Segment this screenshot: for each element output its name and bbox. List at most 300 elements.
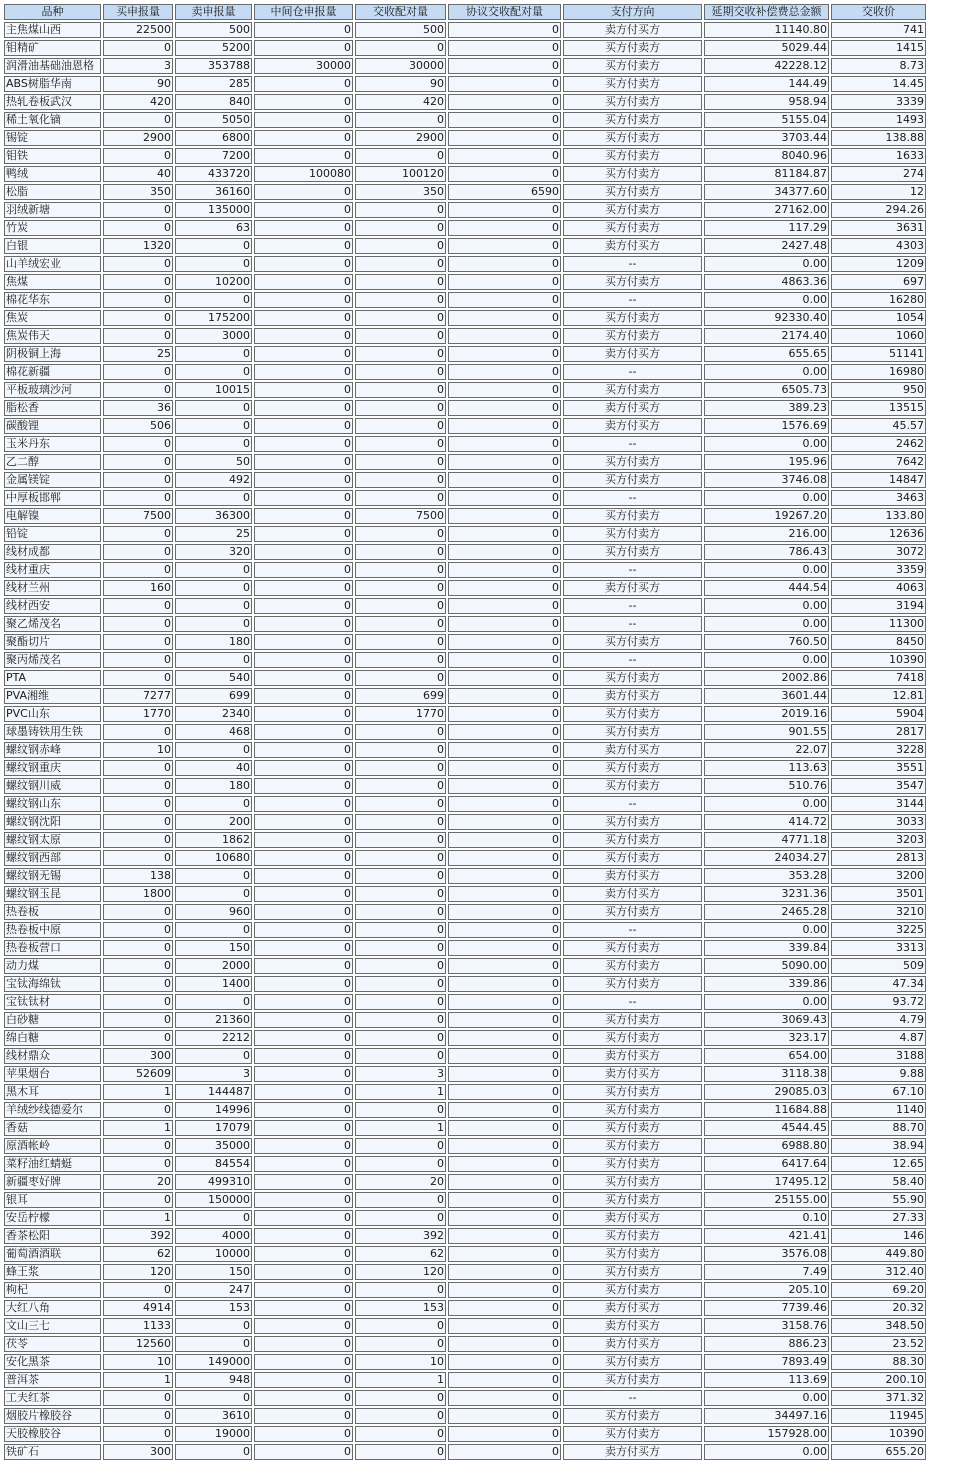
cell-matched-volume: 1	[355, 1084, 446, 1100]
table-row	[4, 40, 926, 56]
table-row	[4, 742, 926, 758]
cell-compensation-total: 27162.00	[704, 202, 829, 218]
cell-sell-declared: 0	[175, 796, 252, 812]
cell-intermediate-declared: 0	[254, 544, 353, 560]
cell-matched-volume: 1	[355, 1372, 446, 1388]
cell-agreement-matched: 0	[448, 1444, 561, 1460]
cell-matched-volume: 0	[355, 418, 446, 434]
cell-buy-declared: 52609	[103, 1066, 173, 1082]
cell-intermediate-declared: 0	[254, 472, 353, 488]
cell-settlement-price: 13515	[831, 400, 926, 416]
cell-sell-declared: 2000	[175, 958, 252, 974]
cell-matched-volume: 0	[355, 616, 446, 632]
cell-intermediate-declared: 0	[254, 868, 353, 884]
cell-agreement-matched: 0	[448, 1156, 561, 1172]
cell-sell-declared: 960	[175, 904, 252, 920]
cell-payment-direction: 买方付卖方	[563, 1012, 702, 1028]
cell-intermediate-declared: 0	[254, 76, 353, 92]
cell-variety: 工夫红茶	[4, 1390, 101, 1406]
cell-compensation-total: 0.10	[704, 1210, 829, 1226]
cell-matched-volume: 0	[355, 886, 446, 902]
cell-sell-declared: 36160	[175, 184, 252, 200]
cell-payment-direction: 买方付卖方	[563, 184, 702, 200]
cell-matched-volume: 153	[355, 1300, 446, 1316]
cell-intermediate-declared: 0	[254, 328, 353, 344]
cell-compensation-total: 0.00	[704, 598, 829, 614]
cell-agreement-matched: 0	[448, 1264, 561, 1280]
cell-matched-volume: 0	[355, 1138, 446, 1154]
cell-matched-volume: 62	[355, 1246, 446, 1262]
cell-buy-declared: 0	[103, 1156, 173, 1172]
cell-settlement-price: 4303	[831, 238, 926, 254]
cell-intermediate-declared: 0	[254, 1120, 353, 1136]
table-row	[4, 382, 926, 398]
cell-buy-declared: 0	[103, 1408, 173, 1424]
cell-payment-direction: --	[563, 1390, 702, 1406]
table-row	[4, 184, 926, 200]
cell-settlement-price: 14.45	[831, 76, 926, 92]
cell-variety: 葡萄酒酒联	[4, 1246, 101, 1262]
cell-buy-declared: 138	[103, 868, 173, 884]
cell-sell-declared: 0	[175, 562, 252, 578]
cell-variety: 主焦煤山西	[4, 22, 101, 38]
cell-sell-declared: 0	[175, 346, 252, 362]
cell-intermediate-declared: 0	[254, 1192, 353, 1208]
cell-agreement-matched: 0	[448, 310, 561, 326]
cell-variety: 螺纹钢太原	[4, 832, 101, 848]
cell-matched-volume: 0	[355, 1102, 446, 1118]
cell-sell-declared: 21360	[175, 1012, 252, 1028]
cell-variety: 白银	[4, 238, 101, 254]
table-row	[4, 1084, 926, 1100]
table-row	[4, 580, 926, 596]
cell-buy-declared: 300	[103, 1048, 173, 1064]
cell-intermediate-declared: 0	[254, 1048, 353, 1064]
cell-buy-declared: 0	[103, 544, 173, 560]
table-row	[4, 112, 926, 128]
cell-compensation-total: 0.00	[704, 994, 829, 1010]
cell-matched-volume: 0	[355, 724, 446, 740]
cell-buy-declared: 0	[103, 670, 173, 686]
cell-settlement-price: 27.33	[831, 1210, 926, 1226]
cell-compensation-total: 339.84	[704, 940, 829, 956]
cell-variety: 聚乙烯茂名	[4, 616, 101, 632]
cell-agreement-matched: 0	[448, 724, 561, 740]
cell-buy-declared: 0	[103, 832, 173, 848]
table-row	[4, 1048, 926, 1064]
cell-matched-volume: 0	[355, 940, 446, 956]
cell-settlement-price: 2817	[831, 724, 926, 740]
cell-variety: 铅锭	[4, 526, 101, 542]
cell-buy-declared: 160	[103, 580, 173, 596]
cell-settlement-price: 3144	[831, 796, 926, 812]
cell-sell-declared: 149000	[175, 1354, 252, 1370]
cell-payment-direction: 买方付卖方	[563, 706, 702, 722]
cell-settlement-price: 655.20	[831, 1444, 926, 1460]
cell-settlement-price: 371.32	[831, 1390, 926, 1406]
cell-intermediate-declared: 0	[254, 1264, 353, 1280]
cell-payment-direction: 买方付卖方	[563, 220, 702, 236]
cell-sell-declared: 0	[175, 418, 252, 434]
cell-matched-volume: 0	[355, 1336, 446, 1352]
cell-intermediate-declared: 0	[254, 400, 353, 416]
cell-variety: 螺纹钢川威	[4, 778, 101, 794]
cell-intermediate-declared: 0	[254, 310, 353, 326]
cell-settlement-price: 3203	[831, 832, 926, 848]
cell-settlement-price: 11945	[831, 1408, 926, 1424]
cell-matched-volume: 392	[355, 1228, 446, 1244]
table-row	[4, 1156, 926, 1172]
cell-variety: PTA	[4, 670, 101, 686]
cell-payment-direction: 买方付卖方	[563, 112, 702, 128]
cell-buy-declared: 62	[103, 1246, 173, 1262]
cell-payment-direction: 买方付卖方	[563, 310, 702, 326]
cell-buy-declared: 0	[103, 1192, 173, 1208]
cell-compensation-total: 3601.44	[704, 688, 829, 704]
cell-buy-declared: 0	[103, 112, 173, 128]
cell-variety: 线材重庆	[4, 562, 101, 578]
cell-agreement-matched: 0	[448, 400, 561, 416]
cell-matched-volume: 0	[355, 1156, 446, 1172]
cell-payment-direction: 买方付卖方	[563, 202, 702, 218]
cell-sell-declared: 2212	[175, 1030, 252, 1046]
cell-compensation-total: 17495.12	[704, 1174, 829, 1190]
cell-payment-direction: 买方付卖方	[563, 1246, 702, 1262]
cell-compensation-total: 3158.76	[704, 1318, 829, 1334]
cell-payment-direction: 买方付卖方	[563, 1138, 702, 1154]
cell-payment-direction: --	[563, 616, 702, 632]
cell-payment-direction: 买方付卖方	[563, 454, 702, 470]
cell-compensation-total: 2019.16	[704, 706, 829, 722]
cell-agreement-matched: 0	[448, 1138, 561, 1154]
header-compensation-total: 延期交收补偿费总金额	[704, 4, 829, 20]
cell-matched-volume: 500	[355, 22, 446, 38]
cell-settlement-price: 1415	[831, 40, 926, 56]
cell-intermediate-declared: 0	[254, 346, 353, 362]
cell-variety: 润滑油基础油恩格	[4, 58, 101, 74]
cell-settlement-price: 51141	[831, 346, 926, 362]
cell-payment-direction: --	[563, 652, 702, 668]
table-row	[4, 1444, 926, 1460]
cell-compensation-total: 353.28	[704, 868, 829, 884]
cell-matched-volume: 0	[355, 454, 446, 470]
cell-intermediate-declared: 0	[254, 1282, 353, 1298]
cell-compensation-total: 421.41	[704, 1228, 829, 1244]
header-matched-volume: 交收配对量	[355, 4, 446, 20]
cell-matched-volume: 0	[355, 760, 446, 776]
cell-sell-declared: 5200	[175, 40, 252, 56]
cell-sell-declared: 0	[175, 292, 252, 308]
cell-payment-direction: 卖方付买方	[563, 22, 702, 38]
table-row	[4, 490, 926, 506]
cell-matched-volume: 0	[355, 544, 446, 560]
cell-agreement-matched: 0	[448, 1048, 561, 1064]
cell-payment-direction: 买方付卖方	[563, 40, 702, 56]
table-row	[4, 688, 926, 704]
cell-intermediate-declared: 0	[254, 274, 353, 290]
cell-buy-declared: 0	[103, 1102, 173, 1118]
cell-variety: 金属镁锭	[4, 472, 101, 488]
cell-sell-declared: 3610	[175, 1408, 252, 1424]
cell-sell-declared: 0	[175, 1048, 252, 1064]
cell-compensation-total: 339.86	[704, 976, 829, 992]
cell-agreement-matched: 0	[448, 1426, 561, 1442]
header-sell-declared: 卖申报量	[175, 4, 252, 20]
cell-matched-volume: 1770	[355, 706, 446, 722]
cell-payment-direction: 买方付卖方	[563, 832, 702, 848]
cell-settlement-price: 3200	[831, 868, 926, 884]
table-row	[4, 1390, 926, 1406]
cell-payment-direction: 买方付卖方	[563, 1372, 702, 1388]
cell-intermediate-declared: 0	[254, 1300, 353, 1316]
cell-matched-volume: 0	[355, 832, 446, 848]
cell-compensation-total: 0.00	[704, 436, 829, 452]
cell-intermediate-declared: 0	[254, 634, 353, 650]
cell-sell-declared: 150	[175, 1264, 252, 1280]
cell-agreement-matched: 0	[448, 850, 561, 866]
cell-settlement-price: 3551	[831, 760, 926, 776]
cell-variety: 钼铁	[4, 148, 101, 164]
cell-sell-declared: 10015	[175, 382, 252, 398]
cell-settlement-price: 294.26	[831, 202, 926, 218]
cell-variety: 文山三七	[4, 1318, 101, 1334]
table-row	[4, 796, 926, 812]
cell-variety: PVA湘维	[4, 688, 101, 704]
cell-payment-direction: 买方付卖方	[563, 958, 702, 974]
cell-variety: 普洱茶	[4, 1372, 101, 1388]
cell-compensation-total: 11684.88	[704, 1102, 829, 1118]
cell-settlement-price: 5904	[831, 706, 926, 722]
cell-settlement-price: 4.79	[831, 1012, 926, 1028]
cell-compensation-total: 7.49	[704, 1264, 829, 1280]
cell-matched-volume: 0	[355, 202, 446, 218]
cell-agreement-matched: 0	[448, 886, 561, 902]
cell-settlement-price: 12636	[831, 526, 926, 542]
cell-sell-declared: 175200	[175, 310, 252, 326]
cell-agreement-matched: 0	[448, 868, 561, 884]
cell-settlement-price: 2813	[831, 850, 926, 866]
cell-sell-declared: 150	[175, 940, 252, 956]
cell-settlement-price: 12.81	[831, 688, 926, 704]
cell-payment-direction: 买方付卖方	[563, 1084, 702, 1100]
cell-sell-declared: 10680	[175, 850, 252, 866]
table-row	[4, 256, 926, 272]
cell-sell-declared: 4000	[175, 1228, 252, 1244]
cell-agreement-matched: 0	[448, 1372, 561, 1388]
cell-buy-declared: 7277	[103, 688, 173, 704]
cell-agreement-matched: 0	[448, 760, 561, 776]
cell-compensation-total: 0.00	[704, 562, 829, 578]
cell-matched-volume: 100120	[355, 166, 446, 182]
cell-compensation-total: 195.96	[704, 454, 829, 470]
cell-buy-declared: 0	[103, 310, 173, 326]
cell-payment-direction: 买方付卖方	[563, 1282, 702, 1298]
cell-payment-direction: 买方付卖方	[563, 544, 702, 560]
cell-matched-volume: 0	[355, 1048, 446, 1064]
cell-sell-declared: 25	[175, 526, 252, 542]
cell-buy-declared: 90	[103, 76, 173, 92]
cell-intermediate-declared: 0	[254, 958, 353, 974]
cell-payment-direction: 卖方付买方	[563, 886, 702, 902]
cell-variety: 菜籽油红蜻蜓	[4, 1156, 101, 1172]
cell-matched-volume: 0	[355, 220, 446, 236]
header-agreement-matched: 协议交收配对量	[448, 4, 561, 20]
cell-agreement-matched: 0	[448, 796, 561, 812]
cell-intermediate-declared: 0	[254, 616, 353, 632]
cell-buy-declared: 0	[103, 202, 173, 218]
cell-intermediate-declared: 0	[254, 418, 353, 434]
cell-matched-volume: 0	[355, 562, 446, 578]
table-row	[4, 436, 926, 452]
cell-variety: 电解镍	[4, 508, 101, 524]
cell-agreement-matched: 0	[448, 652, 561, 668]
cell-variety: 竹炭	[4, 220, 101, 236]
cell-intermediate-declared: 0	[254, 202, 353, 218]
cell-agreement-matched: 0	[448, 688, 561, 704]
table-row	[4, 454, 926, 470]
cell-intermediate-declared: 0	[254, 1444, 353, 1460]
cell-buy-declared: 0	[103, 958, 173, 974]
cell-sell-declared: 0	[175, 238, 252, 254]
cell-buy-declared: 0	[103, 652, 173, 668]
cell-buy-declared: 0	[103, 724, 173, 740]
cell-intermediate-declared: 0	[254, 922, 353, 938]
table-row	[4, 94, 926, 110]
cell-sell-declared: 353788	[175, 58, 252, 74]
cell-variety: 阴极铜上海	[4, 346, 101, 362]
cell-sell-declared: 0	[175, 364, 252, 380]
cell-compensation-total: 34377.60	[704, 184, 829, 200]
table-row	[4, 832, 926, 848]
cell-buy-declared: 40	[103, 166, 173, 182]
cell-payment-direction: 买方付卖方	[563, 670, 702, 686]
cell-intermediate-declared: 0	[254, 1210, 353, 1226]
cell-compensation-total: 389.23	[704, 400, 829, 416]
cell-agreement-matched: 0	[448, 1246, 561, 1262]
cell-settlement-price: 8.73	[831, 58, 926, 74]
cell-variety: 松脂	[4, 184, 101, 200]
cell-matched-volume: 0	[355, 310, 446, 326]
cell-buy-declared: 1800	[103, 886, 173, 902]
cell-intermediate-declared: 0	[254, 148, 353, 164]
cell-sell-declared: 153	[175, 1300, 252, 1316]
cell-matched-volume: 0	[355, 958, 446, 974]
cell-payment-direction: 买方付卖方	[563, 1408, 702, 1424]
cell-payment-direction: 买方付卖方	[563, 148, 702, 164]
table-row	[4, 706, 926, 722]
cell-intermediate-declared: 0	[254, 508, 353, 524]
cell-variety: 平板玻璃沙河	[4, 382, 101, 398]
cell-settlement-price: 3033	[831, 814, 926, 830]
table-row	[4, 400, 926, 416]
cell-agreement-matched: 0	[448, 1318, 561, 1334]
cell-payment-direction: 买方付卖方	[563, 778, 702, 794]
cell-variety: 铁矿石	[4, 1444, 101, 1460]
cell-intermediate-declared: 0	[254, 940, 353, 956]
cell-buy-declared: 12560	[103, 1336, 173, 1352]
cell-settlement-price: 2462	[831, 436, 926, 452]
cell-payment-direction: 买方付卖方	[563, 976, 702, 992]
cell-matched-volume: 0	[355, 1426, 446, 1442]
cell-compensation-total: 3069.43	[704, 1012, 829, 1028]
cell-variety: 绵白糖	[4, 1030, 101, 1046]
cell-settlement-price: 3210	[831, 904, 926, 920]
cell-payment-direction: 买方付卖方	[563, 328, 702, 344]
cell-compensation-total: 113.69	[704, 1372, 829, 1388]
cell-matched-volume: 0	[355, 652, 446, 668]
cell-intermediate-declared: 0	[254, 382, 353, 398]
cell-sell-declared: 840	[175, 94, 252, 110]
cell-settlement-price: 3313	[831, 940, 926, 956]
cell-agreement-matched: 0	[448, 976, 561, 992]
cell-intermediate-declared: 0	[254, 130, 353, 146]
table-row	[4, 760, 926, 776]
cell-variety: 香菇	[4, 1120, 101, 1136]
table-row	[4, 1300, 926, 1316]
cell-variety: 线材西安	[4, 598, 101, 614]
cell-settlement-price: 138.88	[831, 130, 926, 146]
cell-intermediate-declared: 0	[254, 814, 353, 830]
table-row	[4, 598, 926, 614]
cell-agreement-matched: 0	[448, 1390, 561, 1406]
cell-buy-declared: 0	[103, 274, 173, 290]
cell-payment-direction: 买方付卖方	[563, 1264, 702, 1280]
cell-buy-declared: 0	[103, 1282, 173, 1298]
cell-payment-direction: 买方付卖方	[563, 814, 702, 830]
cell-variety: 热卷板	[4, 904, 101, 920]
cell-settlement-price: 67.10	[831, 1084, 926, 1100]
cell-variety: 安岳柠檬	[4, 1210, 101, 1226]
cell-matched-volume: 30000	[355, 58, 446, 74]
cell-payment-direction: 买方付卖方	[563, 382, 702, 398]
cell-compensation-total: 22.07	[704, 742, 829, 758]
cell-agreement-matched: 0	[448, 1066, 561, 1082]
cell-payment-direction: 买方付卖方	[563, 1228, 702, 1244]
cell-compensation-total: 1576.69	[704, 418, 829, 434]
cell-payment-direction: --	[563, 490, 702, 506]
cell-intermediate-declared: 0	[254, 112, 353, 128]
cell-settlement-price: 133.80	[831, 508, 926, 524]
cell-matched-volume: 0	[355, 922, 446, 938]
cell-intermediate-declared: 0	[254, 1084, 353, 1100]
table-row	[4, 472, 926, 488]
cell-agreement-matched: 0	[448, 994, 561, 1010]
cell-compensation-total: 144.49	[704, 76, 829, 92]
cell-agreement-matched: 0	[448, 1210, 561, 1226]
cell-buy-declared: 0	[103, 364, 173, 380]
cell-settlement-price: 93.72	[831, 994, 926, 1010]
cell-variety: 中厚板邯郸	[4, 490, 101, 506]
cell-matched-volume: 0	[355, 1012, 446, 1028]
cell-sell-declared: 0	[175, 616, 252, 632]
cell-buy-declared: 0	[103, 940, 173, 956]
cell-intermediate-declared: 0	[254, 886, 353, 902]
cell-matched-volume: 0	[355, 1210, 446, 1226]
cell-payment-direction: 买方付卖方	[563, 1030, 702, 1046]
cell-compensation-total: 655.65	[704, 346, 829, 362]
cell-intermediate-declared: 0	[254, 598, 353, 614]
cell-matched-volume: 0	[355, 1444, 446, 1460]
cell-compensation-total: 0.00	[704, 652, 829, 668]
cell-intermediate-declared: 0	[254, 832, 353, 848]
table-row	[4, 850, 926, 866]
cell-buy-declared: 0	[103, 634, 173, 650]
cell-sell-declared: 0	[175, 436, 252, 452]
cell-buy-declared: 0	[103, 1012, 173, 1028]
cell-variety: 烟胶片橡胶谷	[4, 1408, 101, 1424]
cell-buy-declared: 120	[103, 1264, 173, 1280]
cell-matched-volume: 0	[355, 238, 446, 254]
